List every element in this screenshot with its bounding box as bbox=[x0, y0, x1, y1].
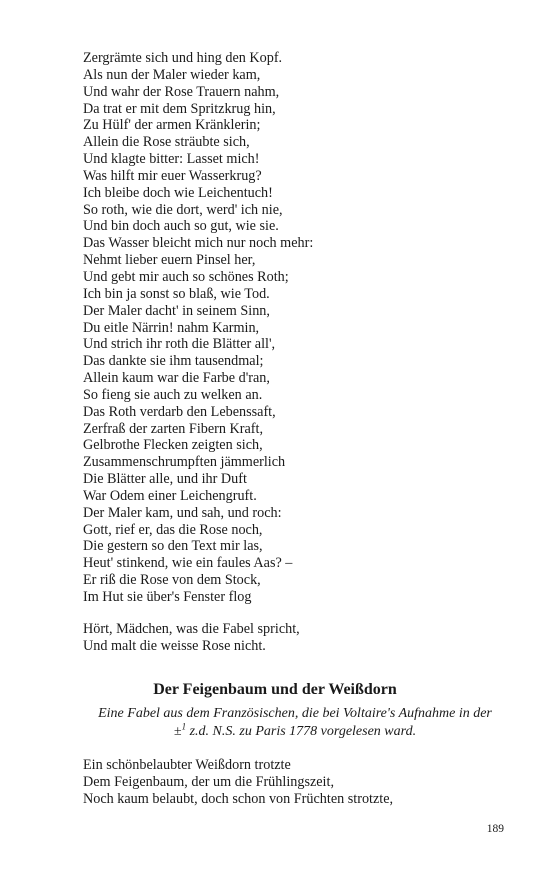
verse-line: Und bin doch auch so gut, wie sie. bbox=[83, 218, 279, 235]
verse-line: Gott, rief er, das die Rose noch, bbox=[83, 521, 263, 538]
verse-line: Zu Hülf' der armen Kränklerin; bbox=[83, 117, 261, 134]
footnote-mark: 1 bbox=[181, 721, 187, 732]
verse-line: Zerfraß der zarten Fibern Kraft, bbox=[83, 420, 264, 437]
verse-line: Das Wasser bleicht mich nur noch mehr: bbox=[83, 235, 314, 252]
page-number: 189 bbox=[486, 823, 504, 835]
verse-line: Die gestern so den Text mir las, bbox=[83, 538, 263, 555]
verse-line: Er riß die Rose von dem Stock, bbox=[83, 572, 261, 589]
verse-line: Das Roth verdarb den Lebenssaft, bbox=[83, 403, 276, 420]
verse-line: Und strich ihr roth die Blätter all', bbox=[83, 336, 276, 353]
verse-line: Und wahr der Rose Trauern nahm, bbox=[83, 83, 280, 100]
verse-line: Noch kaum belaubt, doch schon von Früchten strotzte, bbox=[83, 790, 394, 807]
verse-line: So roth, wie die dort, werd' ich nie, bbox=[83, 201, 283, 218]
verse-line: Im Hut sie über's Fenster flog bbox=[83, 589, 252, 605]
verse-line: Gelbrothe Flecken zeigten sich, bbox=[83, 437, 263, 454]
verse-line: Ich bleibe doch wie Leichentuch! bbox=[83, 184, 273, 201]
verse-line: Du eitle Närrin! nahm Karmin, bbox=[83, 319, 260, 336]
poem-continued-stanza bbox=[83, 50, 513, 606]
subtitle-line-2 bbox=[60, 723, 530, 741]
verse-line: Zergrämte sich und hing den Kopf. bbox=[83, 50, 283, 66]
subtitle-line-2-text: z.d. N.S. zu Paris 1778 vorgelesen ward. bbox=[186, 724, 417, 739]
verse-line: Was hilft mir euer Wasserkrug? bbox=[83, 167, 262, 184]
verse-line: Die Blätter alle, und ihr Duft bbox=[83, 471, 247, 488]
verse-line: Ein schönbelaubter Weißdorn trotzte bbox=[83, 757, 291, 773]
verse-line: Heut' stinkend, wie ein faules Aas? – bbox=[83, 555, 293, 572]
fable-opening-stanza bbox=[83, 757, 513, 808]
moral-stanza bbox=[83, 621, 513, 655]
verse-line: War Odem einer Leichengruft. bbox=[83, 487, 257, 504]
fable-title: Der Feigenbaum und der Weißdorn bbox=[153, 681, 397, 698]
verse-line: Als nun der Maler wieder kam, bbox=[83, 66, 261, 83]
verse-line: Und klagte bitter: Lasset mich! bbox=[83, 151, 260, 168]
fable-subtitle bbox=[60, 705, 530, 741]
verse-line: Und malt die weisse Rose nicht. bbox=[83, 637, 266, 654]
verse-line: Dem Feigenbaum, der um die Frühlingszeit, bbox=[83, 773, 334, 790]
verse-line: Hört, Mädchen, was die Fabel spricht, bbox=[83, 621, 300, 637]
verse-line: Allein kaum war die Farbe d'ran, bbox=[83, 370, 270, 387]
verse-line: Allein die Rose sträubte sich, bbox=[83, 134, 250, 151]
verse-line: So fieng sie auch zu welken an. bbox=[83, 386, 263, 403]
subtitle-symbol: ± bbox=[173, 724, 182, 739]
verse-line: Nehmt lieber euern Pinsel her, bbox=[83, 252, 256, 269]
verse-line: Das dankte sie ihm tausendmal; bbox=[83, 353, 264, 370]
subtitle-line-1: Eine Fabel aus dem Französischen, die bei Voltaire's Aufnahme in der bbox=[98, 706, 492, 721]
verse-line: Zusammenschrumpften jämmerlich bbox=[83, 454, 286, 471]
verse-line: Ich bin ja sonst so blaß, wie Tod. bbox=[83, 285, 270, 302]
verse-line: Der Maler kam, und sah, und roch: bbox=[83, 504, 282, 521]
verse-line: Da trat er mit dem Spritzkrug hin, bbox=[83, 100, 276, 117]
verse-line: Und gebt mir auch so schönes Roth; bbox=[83, 268, 289, 285]
verse-line: Der Maler dacht' in seinem Sinn, bbox=[83, 302, 270, 319]
